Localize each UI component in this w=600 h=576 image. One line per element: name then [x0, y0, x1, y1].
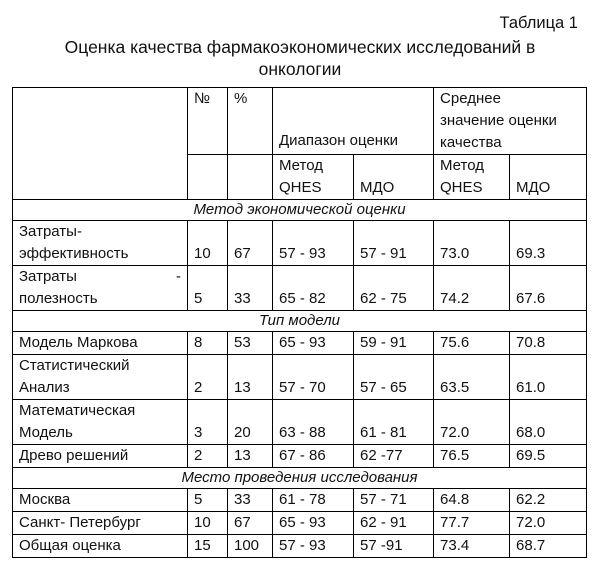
row-name-line: Модель Маркова [19, 334, 138, 351]
qhes-line: QHES [440, 179, 483, 196]
row-name-line: Статистический [19, 357, 130, 374]
section-row [13, 200, 587, 221]
row-avg-mdo: 72.0 [510, 512, 587, 535]
row-percent: 67 [228, 512, 273, 535]
row-name-dash: - [176, 268, 181, 285]
row-name [13, 332, 188, 355]
row-avg-qhes: 73.0 [434, 221, 510, 266]
header-range-qhes [273, 155, 354, 200]
row-name-line: Древо решений [19, 447, 129, 464]
row-range-qhes: 67 - 86 [273, 445, 354, 468]
row-count: 2 [188, 355, 228, 400]
section-row [13, 311, 587, 332]
row-avg-mdo: 68.0 [510, 400, 587, 445]
row-range-qhes: 57 - 70 [273, 355, 354, 400]
row-avg-qhes: 75.6 [434, 332, 510, 355]
table-row [13, 512, 587, 535]
section-row [13, 468, 587, 489]
qhes-line: QHES [279, 179, 322, 196]
table-row [13, 400, 587, 445]
table-row [13, 266, 587, 311]
section-title: Метод экономической оценки [13, 200, 587, 221]
row-count: 15 [188, 535, 228, 558]
header-name-cell [13, 88, 188, 200]
row-percent: 13 [228, 355, 273, 400]
table-row [13, 535, 587, 558]
row-count: 2 [188, 445, 228, 468]
row-avg-mdo: 62.2 [510, 489, 587, 512]
row-name-line: Санкт- Петербург [19, 514, 141, 531]
header-avg-line: значение оценки [440, 112, 557, 129]
row-range-qhes: 57 - 93 [273, 221, 354, 266]
table-row [13, 445, 587, 468]
row-name-line: Москва [19, 491, 71, 508]
row-range-qhes: 57 - 93 [273, 535, 354, 558]
header-num-empty [188, 155, 228, 200]
header-avg [434, 88, 587, 155]
row-percent: 33 [228, 266, 273, 311]
title-line: онкологии [258, 59, 342, 79]
header-avg-mdo: МДО [510, 155, 587, 200]
header-range-mdo: МДО [354, 155, 434, 200]
row-name-line [19, 266, 181, 288]
row-name [13, 535, 188, 558]
row-name-line: Общая оценка [19, 537, 121, 554]
header-pct-empty [228, 155, 273, 200]
row-range-qhes: 63 - 88 [273, 400, 354, 445]
header-avg-qhes [434, 155, 510, 200]
row-percent: 100 [228, 535, 273, 558]
row-percent: 20 [228, 400, 273, 445]
row-avg-mdo: 70.8 [510, 332, 587, 355]
row-range-mdo: 57 - 65 [354, 355, 434, 400]
row-range-mdo: 61 - 81 [354, 400, 434, 445]
row-range-mdo: 62 -77 [354, 445, 434, 468]
qhes-line: Метод [279, 157, 323, 174]
row-avg-qhes: 77.7 [434, 512, 510, 535]
row-range-mdo: 57 - 71 [354, 489, 434, 512]
header-pct: % [228, 88, 273, 155]
row-name-line: полезность [19, 290, 98, 307]
row-avg-mdo: 67.6 [510, 266, 587, 311]
row-range-mdo: 59 - 91 [354, 332, 434, 355]
row-name [13, 400, 188, 445]
row-range-qhes: 61 - 78 [273, 489, 354, 512]
header-range: Диапазон оценки [273, 88, 434, 155]
row-name-line: Затраты- [19, 223, 82, 240]
section-title: Место проведения исследования [13, 468, 587, 489]
row-percent: 13 [228, 445, 273, 468]
row-count: 8 [188, 332, 228, 355]
table-number-label: Таблица 1 [499, 14, 578, 32]
row-name-text: Затраты [19, 268, 77, 285]
row-name-line: эффективность [19, 245, 129, 262]
row-name [13, 266, 188, 311]
qhes-line: Метод [440, 157, 484, 174]
row-count: 10 [188, 512, 228, 535]
row-count: 10 [188, 221, 228, 266]
row-count: 3 [188, 400, 228, 445]
row-count: 5 [188, 489, 228, 512]
quality-assessment-table [12, 87, 587, 558]
row-name [13, 221, 188, 266]
table-row [13, 221, 587, 266]
row-range-qhes: 65 - 93 [273, 512, 354, 535]
row-percent: 67 [228, 221, 273, 266]
row-range-qhes: 65 - 82 [273, 266, 354, 311]
row-name [13, 445, 188, 468]
row-name-line: Анализ [19, 379, 70, 396]
row-avg-qhes: 74.2 [434, 266, 510, 311]
title-line: Оценка качества фармакоэкономических исследований в [64, 37, 536, 57]
row-percent: 53 [228, 332, 273, 355]
section-title: Тип модели [13, 311, 587, 332]
row-name [13, 512, 188, 535]
table-row [13, 355, 587, 400]
row-avg-qhes: 63.5 [434, 355, 510, 400]
row-avg-qhes: 64.8 [434, 489, 510, 512]
header-avg-line: качества [440, 134, 502, 151]
row-avg-mdo: 69.3 [510, 221, 587, 266]
row-avg-qhes: 73.4 [434, 535, 510, 558]
row-avg-mdo: 61.0 [510, 355, 587, 400]
row-name-line: Математическая [19, 402, 136, 419]
table-row [13, 332, 587, 355]
row-range-mdo: 62 - 91 [354, 512, 434, 535]
row-range-qhes: 65 - 93 [273, 332, 354, 355]
row-range-mdo: 57 -91 [354, 535, 434, 558]
header-num: № [188, 88, 228, 155]
header-avg-line: Среднее [440, 90, 501, 107]
row-name [13, 355, 188, 400]
table-title [0, 36, 600, 80]
row-avg-mdo: 69.5 [510, 445, 587, 468]
row-percent: 33 [228, 489, 273, 512]
row-range-mdo: 57 - 91 [354, 221, 434, 266]
row-avg-mdo: 68.7 [510, 535, 587, 558]
row-avg-qhes: 76.5 [434, 445, 510, 468]
header-row [13, 88, 587, 155]
table-row [13, 489, 587, 512]
row-count: 5 [188, 266, 228, 311]
row-range-mdo: 62 - 75 [354, 266, 434, 311]
row-avg-qhes: 72.0 [434, 400, 510, 445]
row-name-line: Модель [19, 424, 73, 441]
row-name [13, 489, 188, 512]
